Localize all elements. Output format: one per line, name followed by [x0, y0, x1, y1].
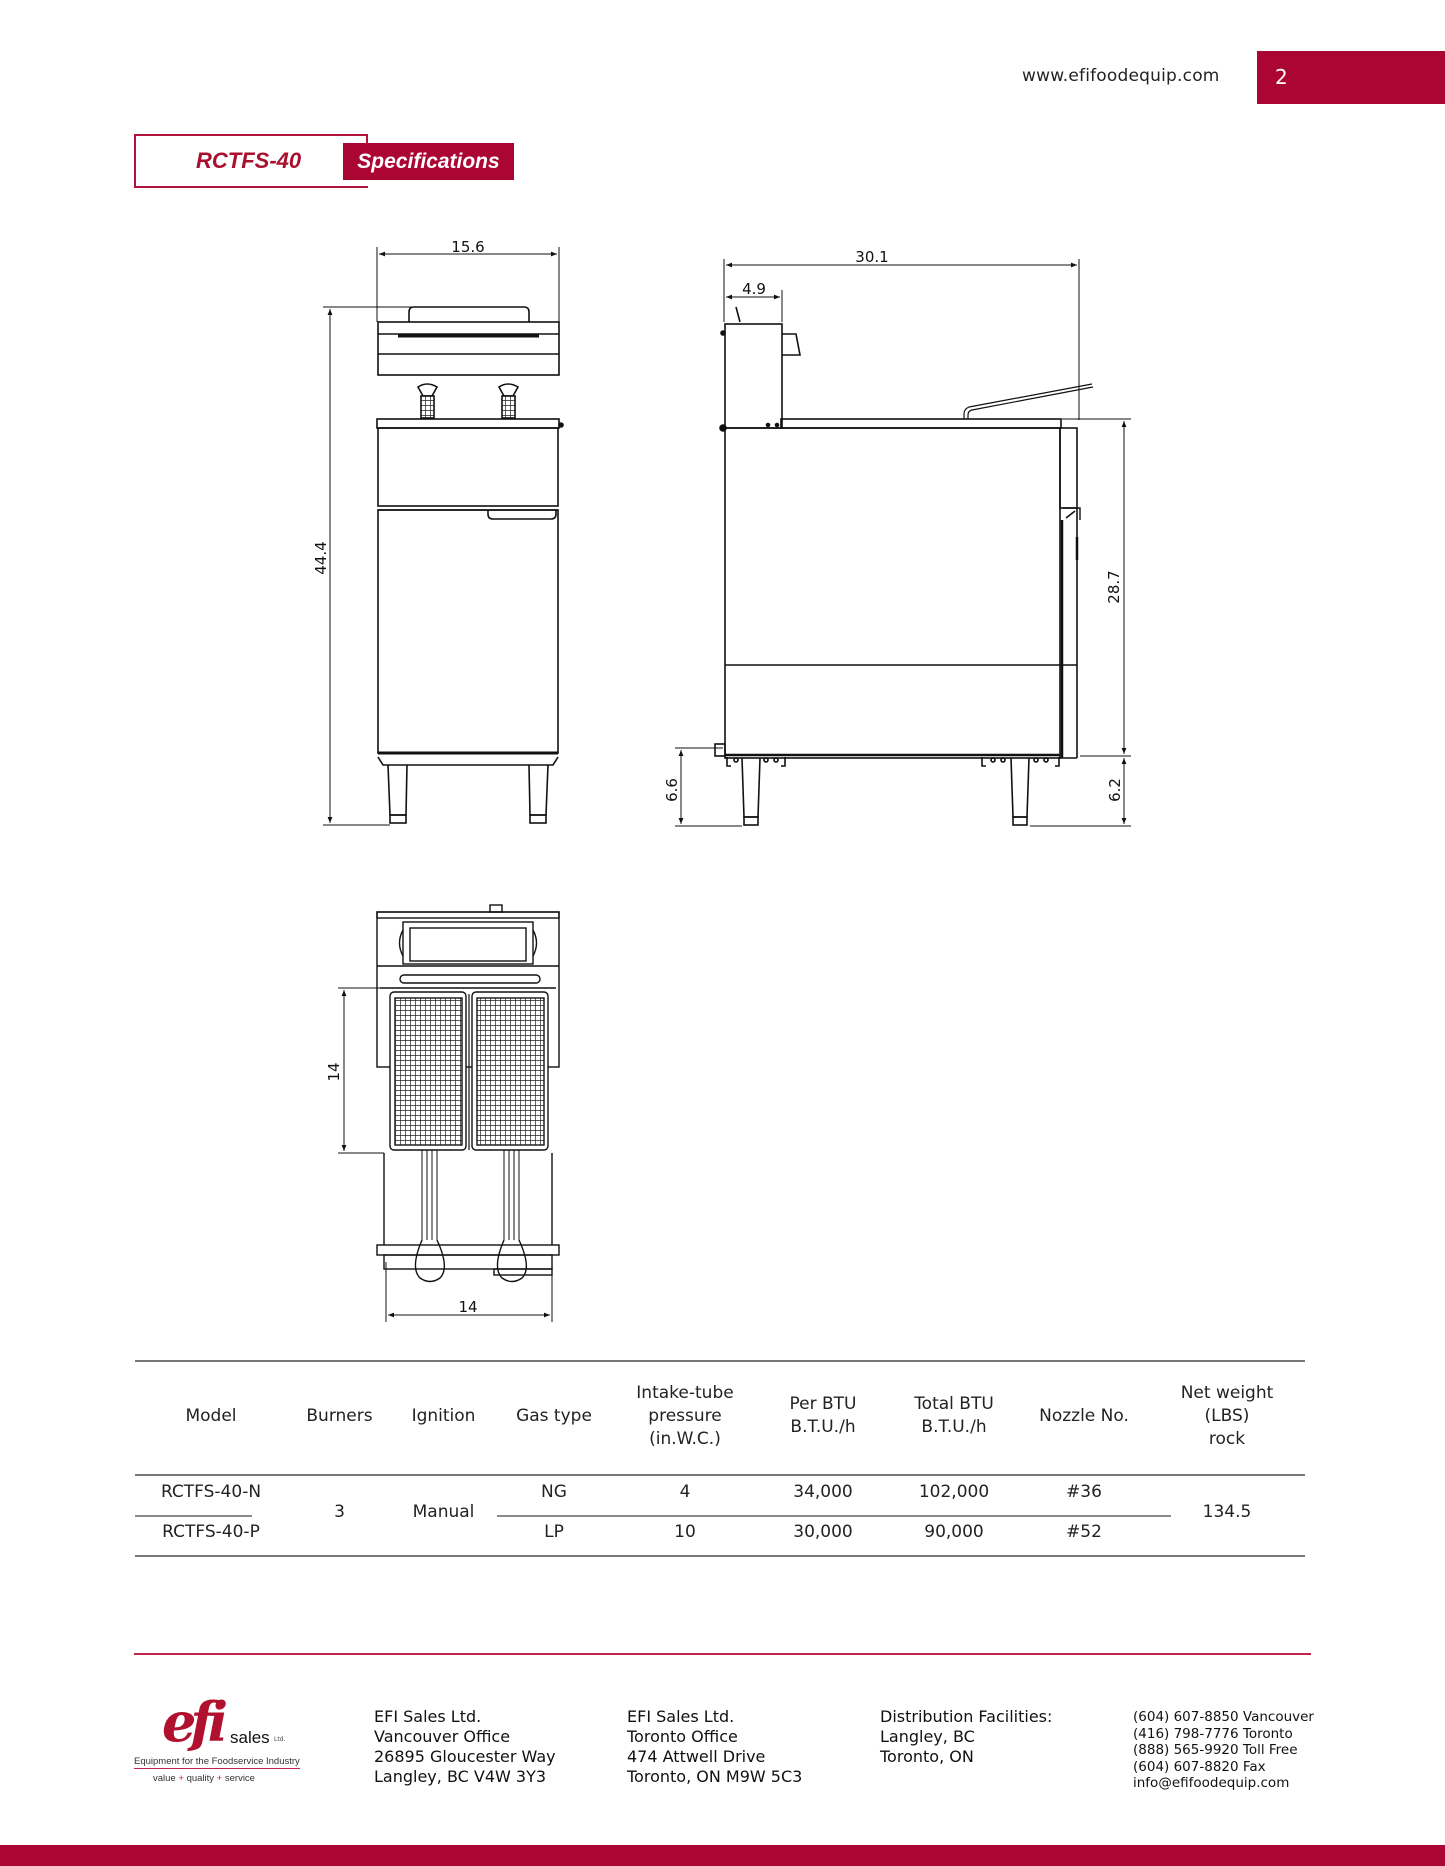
- svg-text:44.4: 44.4: [312, 541, 330, 575]
- contact-info: [1133, 1709, 1314, 1792]
- page-number: 2: [1275, 65, 1288, 89]
- specifications-heading: Specifications: [343, 143, 514, 180]
- footer-bar: [0, 1845, 1445, 1866]
- top-view-drawing: [338, 905, 559, 1322]
- cell-ignition: Manual: [412, 1502, 475, 1522]
- model-title: RCTFS-40: [196, 148, 302, 173]
- header-model: Model: [185, 1405, 237, 1426]
- vancouver-office-address: EFI Sales Ltd. Vancouver Office 26895 Gloucester Way Langley, BC V4W 3Y3: [374, 1707, 556, 1786]
- header-ignition: Ignition: [411, 1405, 476, 1426]
- svg-text:28.7: 28.7: [1105, 570, 1123, 604]
- svg-text:30.1: 30.1: [855, 248, 889, 266]
- logo-values: value + quality + service: [153, 1773, 255, 1784]
- cell-per-btu: 30,000: [793, 1522, 853, 1542]
- cell-total-btu: 90,000: [924, 1522, 984, 1542]
- svg-text:6.6: 6.6: [663, 778, 681, 802]
- cell-pressure: 10: [674, 1522, 696, 1542]
- svg-text:14: 14: [458, 1298, 478, 1316]
- cell-nozzle: #36: [1066, 1482, 1102, 1502]
- logo-suffix: Ltd.: [274, 1736, 286, 1743]
- logo-name: sales: [230, 1728, 270, 1747]
- cell-nozzle: #52: [1066, 1522, 1102, 1542]
- toronto-office-address: EFI Sales Ltd. Toronto Office 474 Attwell Drive Toronto, ON M9W 5C3: [627, 1707, 803, 1786]
- header-per-btu: Per BTU B.T.U./h: [789, 1394, 857, 1437]
- table-bottom-rule: [135, 1555, 1305, 1557]
- svg-text:6.2: 6.2: [1106, 778, 1124, 802]
- phone-toll-free: (888) 565-9920 Toll Free: [1133, 1742, 1298, 1758]
- email-link[interactable]: info@efifoodequip.com: [1133, 1775, 1290, 1791]
- specifications-table: [135, 1360, 1305, 1552]
- logo-mark: efi: [162, 1690, 223, 1754]
- front-view-drawing: [323, 247, 563, 825]
- svg-text:14: 14: [325, 1062, 343, 1082]
- header-total-btu: Total BTU B.T.U./h: [914, 1394, 994, 1437]
- header-intake-pressure: Intake-tube pressure (in.W.C.): [636, 1382, 734, 1449]
- phone-vancouver: (604) 607-8850 Vancouver: [1133, 1709, 1314, 1725]
- distribution-facilities: Distribution Facilities: Langley, BC Toronto, ON: [880, 1707, 1053, 1766]
- cell-total-btu: 102,000: [918, 1482, 990, 1502]
- footer-divider: [134, 1653, 1311, 1655]
- cell-pressure: 4: [679, 1482, 691, 1502]
- header-gas-type: Gas type: [516, 1405, 592, 1426]
- header-nozzle: Nozzle No.: [1039, 1405, 1129, 1426]
- logo-tagline: Equipment for the Foodservice Industry: [134, 1756, 300, 1767]
- fax: (604) 607-8820 Fax: [1133, 1758, 1266, 1775]
- cell-burners: 3: [334, 1502, 345, 1522]
- svg-text:4.9: 4.9: [742, 280, 766, 298]
- cell-gas-type: NG: [541, 1482, 567, 1502]
- cell-model: RCTFS-40-P: [162, 1522, 260, 1542]
- side-view-drawing: [675, 259, 1131, 826]
- table-header-row: [135, 1360, 1305, 1472]
- website-url[interactable]: www.efifoodequip.com: [1022, 66, 1220, 86]
- table-row: [135, 1472, 1305, 1512]
- cell-gas-type: LP: [544, 1522, 564, 1542]
- cell-per-btu: 34,000: [793, 1482, 853, 1502]
- svg-text:15.6: 15.6: [451, 238, 485, 256]
- phone-toronto: (416) 798-7776 Toronto: [1133, 1725, 1293, 1742]
- cell-net-weight: 134.5: [1202, 1502, 1252, 1522]
- cell-model: RCTFS-40-N: [160, 1482, 262, 1502]
- efi-sales-logo: [134, 1690, 300, 1790]
- header-burners: Burners: [306, 1405, 373, 1426]
- header-net-weight: Net weight (LBS) rock: [1180, 1382, 1274, 1449]
